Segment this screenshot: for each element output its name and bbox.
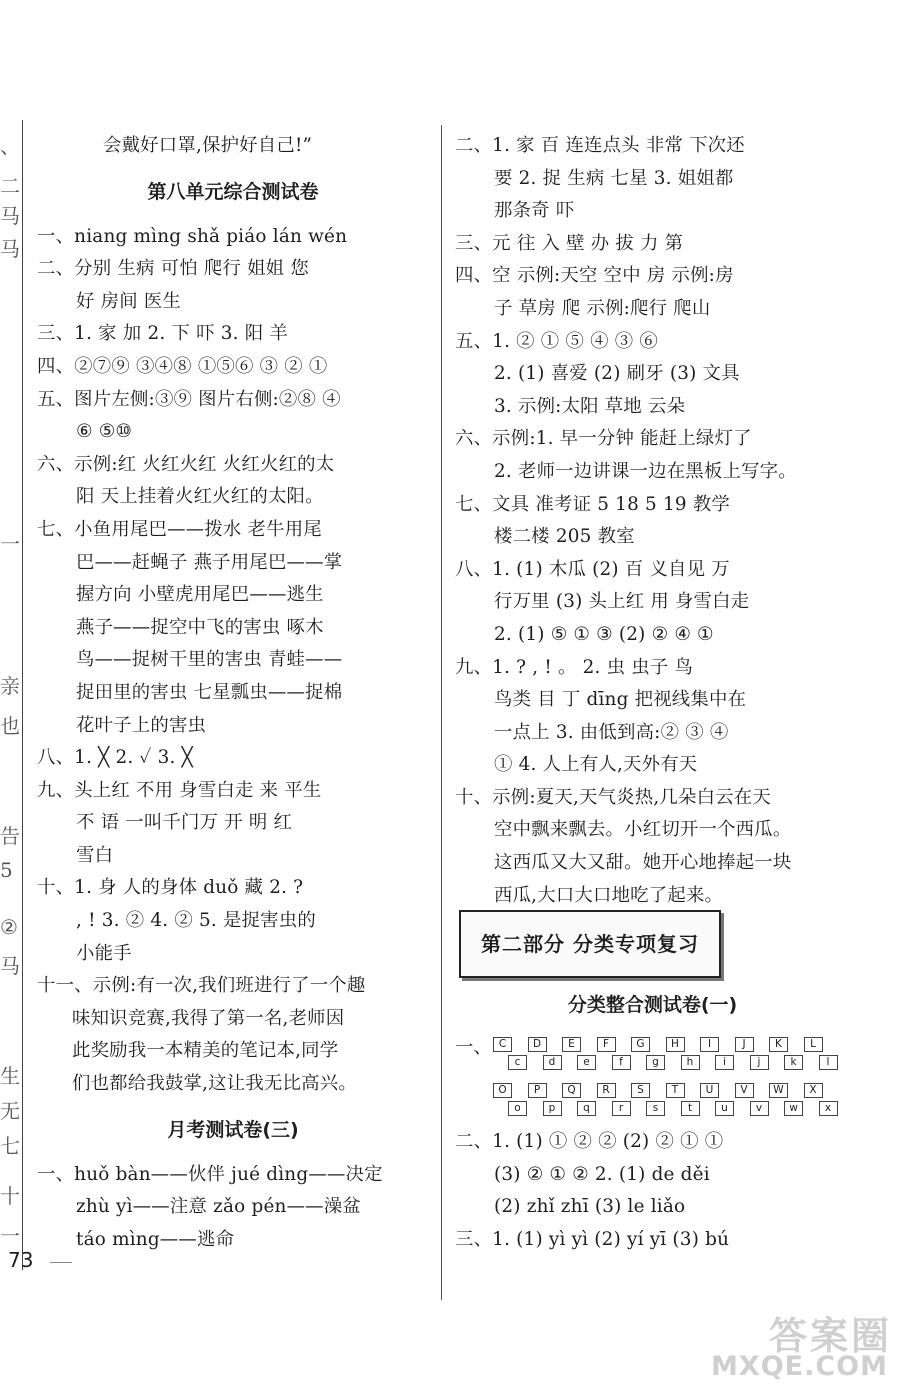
alphabet-box-upper: E	[562, 1037, 581, 1052]
part-banner-label: 第二部分 分类专项复习	[459, 910, 721, 978]
answer-line: 四、空 示例:天空 空中 房 示例:房	[455, 265, 734, 287]
alphabet-box-upper: W	[769, 1083, 788, 1098]
left-column	[37, 130, 429, 1256]
alphabet-box-upper: G	[631, 1037, 650, 1052]
alphabet-box-upper: P	[528, 1083, 547, 1098]
answer-line: 好 房间 医生	[76, 290, 182, 312]
alphabet-exercise-row-1	[455, 1034, 850, 1080]
gutter-char: ②	[0, 915, 18, 939]
answer-line: 要 2. 捉 生病 七星 3. 姐姐都	[494, 167, 734, 189]
answer-line: 五、图片左侧:③⑨ 图片右侧:②⑧ ④	[37, 388, 341, 410]
right-column	[455, 130, 850, 1257]
answer-line: 会戴好口罩,保护好自己!”	[103, 135, 313, 156]
answer-line: 十、1. 身 人的身体 duǒ 藏 2. ?	[37, 877, 304, 899]
gutter-char: 马	[0, 954, 20, 978]
answer-line: 一、niang mìng shǎ piáo lán wén	[37, 225, 348, 247]
answer-line: 行万里 (3) 头上红 用 身雪白走	[494, 591, 750, 613]
alphabet-grid-1	[493, 1034, 843, 1074]
answer-line: zhù yì——注意 zǎo pén——澡盆	[76, 1196, 361, 1218]
alphabet-box-lower: p	[543, 1101, 562, 1116]
section-heading: 月考测试卷(三)	[167, 1118, 299, 1141]
answer-line: 二、1. 家 百 连连点头 非常 下次还	[455, 135, 745, 156]
alphabet-box-upper: J	[735, 1037, 754, 1052]
answer-line: 七、文具 准考证 5 18 5 19 教学	[455, 493, 730, 515]
part-banner	[455, 912, 850, 976]
alphabet-box-lower: u	[715, 1101, 734, 1116]
answer-line: , ! 3. ② 4. ② 5. 是捉害虫的	[76, 910, 316, 932]
answer-line: 们也都给我鼓掌,这让我无比高兴。	[72, 1073, 357, 1095]
alphabet-box-upper: T	[666, 1083, 685, 1098]
gutter-char: 无	[0, 1099, 20, 1123]
left-gutter-text	[0, 120, 23, 1270]
page-number-dash	[50, 1262, 72, 1263]
answer-line: 这西瓜又大又甜。她开心地捧起一块	[494, 852, 792, 874]
alphabet-box-lower: j	[750, 1055, 769, 1070]
alphabet-exercise-row-2	[455, 1080, 850, 1126]
alphabet-exercise-label: 一、	[455, 1037, 492, 1059]
alphabet-box-lower: c	[508, 1055, 527, 1070]
alphabet-box-upper: S	[631, 1083, 650, 1098]
alphabet-box-lower: h	[681, 1055, 700, 1070]
answer-line: 那条奇 吓	[494, 200, 575, 222]
answer-line: 五、1. ② ① ⑤ ④ ③ ⑥	[455, 330, 658, 352]
answer-line: ⑥ ⑤⑩	[76, 421, 133, 443]
alphabet-box-upper: K	[769, 1037, 788, 1052]
answer-line: 九、头上红 不用 身雪白走 来 平生	[37, 779, 322, 801]
watermark-logo	[711, 1305, 892, 1385]
answer-line: 八、1. (1) 木瓜 (2) 百 义自见 万	[455, 558, 730, 580]
gutter-char: 七	[0, 1134, 20, 1158]
answer-line: 六、示例:1. 早一分钟 能赶上绿灯了	[455, 428, 752, 450]
right-column-answers-top	[455, 130, 850, 912]
answer-line: 燕子——捉空中飞的害虫 啄木	[76, 616, 324, 638]
gutter-char: 二	[0, 174, 20, 198]
answer-line: 八、1. ╳ 2. ✓ 3. ╳	[37, 747, 193, 769]
section-heading: 第八单元综合测试卷	[147, 180, 319, 203]
answer-line: 三、元 往 入 壁 办 拔 力 第	[455, 232, 684, 254]
answer-line: 3. 示例:太阳 草地 云朵	[494, 395, 686, 417]
alphabet-box-upper: R	[597, 1083, 616, 1098]
answer-line: 捉田里的害虫 七星瓢虫——捉棉	[76, 681, 343, 703]
alphabet-box-lower: f	[612, 1055, 631, 1070]
gutter-char: 马	[0, 237, 20, 261]
column-divider	[441, 125, 442, 1300]
page-number: 73	[8, 1248, 34, 1272]
answer-line: 三、1. 家 加 2. 下 吓 3. 阳 羊	[37, 323, 288, 345]
answer-line: 味知识竞赛,我得了第一名,老师因	[72, 1007, 345, 1029]
right-column-answers-bottom	[455, 1126, 850, 1256]
answer-line: 四、②⑦⑨ ③④⑧ ①⑤⑥ ③ ② ①	[37, 355, 328, 377]
alphabet-box-upper: O	[493, 1083, 512, 1098]
alphabet-box-upper: H	[666, 1037, 685, 1052]
alphabet-box-upper: L	[804, 1037, 823, 1052]
alphabet-box-upper: V	[735, 1083, 754, 1098]
watermark-url: MXQE.COM	[711, 1351, 888, 1382]
alphabet-box-lower: i	[715, 1055, 734, 1070]
alphabet-box-lower: l	[819, 1055, 838, 1070]
watermark-title: 答案圈	[768, 1314, 892, 1358]
alphabet-box-lower: o	[508, 1101, 527, 1116]
answer-line: 阳 天上挂着火红火红的太阳。	[76, 486, 324, 508]
gutter-char: 生	[0, 1064, 20, 1088]
alphabet-box-lower: e	[577, 1055, 596, 1070]
answer-line: 二、1. (1) ① ② ② (2) ② ① ①	[455, 1131, 724, 1153]
gutter-char: 5	[0, 858, 13, 882]
answer-line: 楼二楼 205 教室	[494, 526, 635, 548]
answer-line: (3) ② ① ② 2. (1) de děi	[494, 1163, 710, 1185]
answer-line: 一、huǒ bàn——伙伴 jué dìng——决定	[37, 1163, 383, 1185]
alphabet-box-upper: U	[700, 1083, 719, 1098]
answer-line: 不 语 一叫千门万 开 明 红	[76, 812, 293, 834]
alphabet-box-lower: q	[577, 1101, 596, 1116]
alphabet-box-lower: w	[784, 1101, 803, 1116]
answer-line: 子 草房 爬 示例:爬行 爬山	[494, 297, 711, 319]
alphabet-box-lower: x	[819, 1101, 838, 1116]
answer-line: (2) zhǐ zhī (3) le liǎo	[494, 1196, 686, 1218]
gutter-char: 亲	[0, 674, 20, 698]
gutter-char: 一	[0, 532, 20, 556]
answer-line: 2. (1) ⑤ ① ③ (2) ② ④ ①	[494, 623, 714, 645]
answer-line: 九、1. ? , ! 。 2. 虫 虫子 鸟	[455, 656, 694, 678]
gutter-char: 也	[0, 714, 20, 738]
answer-line: 雪白	[76, 844, 114, 866]
answer-line: ① 4. 人上有人,天外有天	[494, 754, 698, 776]
answer-line: 握方向 小壁虎用尾巴——逃生	[76, 584, 324, 606]
alphabet-box-lower: s	[646, 1101, 665, 1116]
answer-line: 鸟——捉树干里的害虫 青蛙——	[76, 649, 343, 671]
answer-line: 此奖励我一本精美的笔记本,同学	[72, 1040, 339, 1062]
answer-line: 二、分别 生病 可怕 爬行 姐姐 您	[37, 258, 309, 280]
gutter-char: 十	[0, 1184, 20, 1208]
alphabet-box-lower: t	[681, 1101, 700, 1116]
alphabet-box-upper: F	[597, 1037, 616, 1052]
answer-line: 七、小鱼用尾巴——拨水 老牛用尾	[37, 518, 322, 540]
answer-line: 六、示例:红 火红火红 火红火红的太	[37, 453, 335, 475]
alphabet-box-upper: X	[804, 1083, 823, 1098]
answer-line: 西瓜,大口大口地吃了起来。	[494, 884, 724, 906]
alphabet-box-upper: C	[493, 1037, 512, 1052]
answer-line: 花叶子上的害虫	[76, 714, 207, 736]
sub-heading: 分类整合测试卷(一)	[567, 994, 738, 1017]
answer-line: 一点上 3. 由低到高:② ③ ④	[494, 721, 729, 743]
alphabet-box-lower: g	[646, 1055, 665, 1070]
answer-line: 小能手	[76, 942, 132, 964]
gutter-char: 、	[0, 134, 20, 158]
alphabet-box-lower: d	[543, 1055, 562, 1070]
answer-line: 2. (1) 喜爱 (2) 刷牙 (3) 文具	[494, 363, 740, 385]
alphabet-grid-2	[493, 1080, 843, 1120]
answer-line: 巴——赶蝇子 燕子用尾巴——掌	[76, 551, 343, 573]
answer-line: 十、示例:夏天,天气炎热,几朵白云在天	[455, 786, 771, 808]
answer-line: 空中飘来飘去。小红切开一个西瓜。	[494, 819, 792, 841]
answer-line: táo mìng——逃命	[76, 1228, 235, 1250]
alphabet-box-upper: Q	[562, 1083, 581, 1098]
alphabet-box-lower: v	[750, 1101, 769, 1116]
answer-line: 三、1. (1) yì yì (2) yí yī (3) bú	[455, 1229, 730, 1251]
answer-line: 十一、示例:有一次,我们班进行了一个趣	[37, 975, 366, 997]
alphabet-box-upper: D	[528, 1037, 547, 1052]
gutter-char: 告	[0, 824, 20, 848]
alphabet-box-lower: k	[784, 1055, 803, 1070]
alphabet-box-lower: r	[612, 1101, 631, 1116]
answer-line: 2. 老师一边讲课一边在黑板上写字。	[494, 460, 797, 482]
gutter-char: 一	[0, 1224, 20, 1248]
alphabet-box-upper: I	[700, 1037, 719, 1052]
gutter-char: 马	[0, 204, 20, 228]
answer-line: 鸟类 目 丁 dīng 把视线集中在	[494, 689, 747, 711]
